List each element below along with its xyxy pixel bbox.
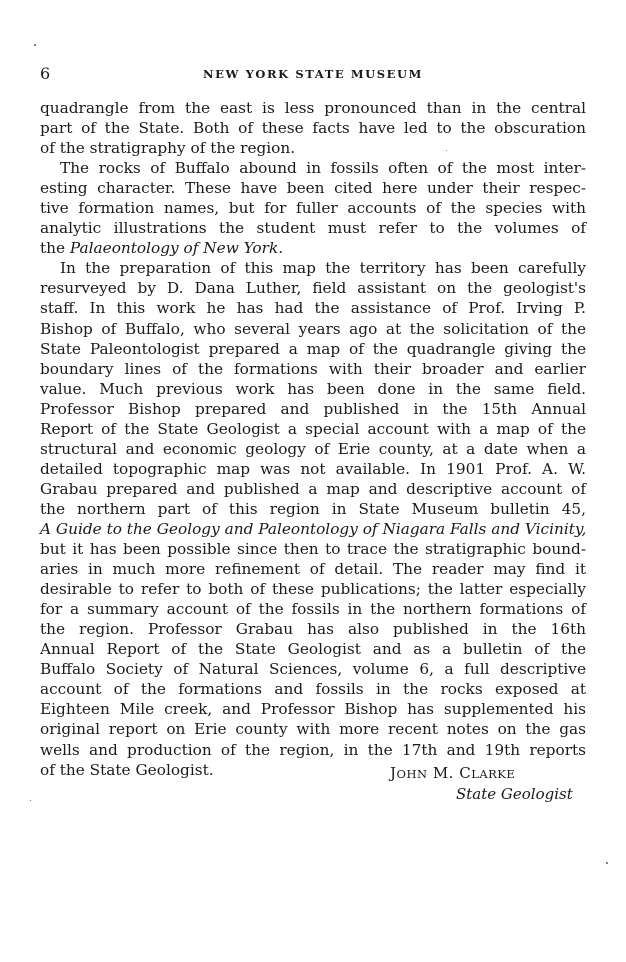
name-small-caps: LARKE <box>471 767 516 781</box>
text-line: boundary lines of the formations with their broader and earlier <box>40 359 586 378</box>
name-small-caps: OHN <box>396 767 428 781</box>
text-line: Annual Report of the State Geologist and as a bulletin of the <box>40 640 586 659</box>
text-line: Report of the State Geologist a special account with a map of the <box>40 419 586 438</box>
scan-speck <box>606 862 608 864</box>
text-line: resurveyed by D. Dana Luther, field assistant on the geologist's <box>40 279 586 298</box>
text-line: State Paleontologist prepared a map of the quadrangle giving the <box>40 339 586 358</box>
text-line: structural and economic geology of Erie county, at a date when a <box>40 439 586 458</box>
text-line: Bishop of Buffalo, who several years ago at the solicitation of the <box>40 319 586 338</box>
text-line <box>40 238 586 258</box>
publication-title-line: A Guide to the Geology and Paleontology of Niagara Falls and Vicinity, <box>40 519 587 538</box>
text-line: In the preparation of this map the territory has been carefully <box>60 259 586 278</box>
text-line: aries in much more refinement of detail. The reader may find it <box>40 560 586 579</box>
signature-name <box>380 763 586 784</box>
text-line: but it has been possible since then to trace the stratigraphic bound- <box>40 540 586 559</box>
text-line: The rocks of Buffalo abound in fossils often of the most inter- <box>60 159 586 178</box>
name-middle: M. C <box>427 764 472 782</box>
publication-title: Palaeontology of New York <box>69 239 279 258</box>
text-line: wells and production of the region, in the 17th and 19th reports <box>40 740 586 759</box>
text-line: quadrangle from the east is less pronounced than in the central <box>40 99 586 117</box>
text-line: of the stratigraphy of the region. <box>40 139 296 158</box>
scan-speck <box>30 800 31 801</box>
scan-speck <box>446 150 447 151</box>
page-number: 6 <box>40 64 51 83</box>
running-head: NEW YORK STATE MUSEUM <box>202 67 424 81</box>
text-line: tive formation names, but for fuller accounts of the species with <box>40 199 586 218</box>
name-initial: J <box>390 764 397 782</box>
scan-speck <box>34 44 36 46</box>
text-fragment: the <box>40 239 70 258</box>
paragraph <box>40 258 586 779</box>
text-line: original report on Erie county with more recent notes on the gas <box>40 720 586 739</box>
signature-title: State Geologist <box>456 785 573 803</box>
text-line: esting character. These have been cited here under their respec- <box>40 179 586 198</box>
paragraph <box>40 158 586 258</box>
text-fragment: . <box>278 239 284 258</box>
signature-block <box>380 763 586 805</box>
text-line: value. Much previous work has been done in the same field. <box>40 379 586 398</box>
body-text <box>40 98 586 780</box>
paragraph <box>40 98 586 158</box>
text-line: for a summary account of the fossils in the northern formations of <box>40 600 586 619</box>
text-line: Professor Bishop prepared and published in the 15th Annual <box>40 399 586 418</box>
text-line: part of the State. Both of these facts have led to the obscuration <box>40 119 586 138</box>
text-line: Buffalo Society of Natural Sciences, volume 6, a full descriptive <box>40 660 586 679</box>
text-line: staff. In this work he has had the assistance of Prof. Irving P. <box>40 299 586 318</box>
text-line: analytic illustrations the student must refer to the volumes of <box>40 219 586 238</box>
text-line: the northern part of this region in State Museum bulletin 45, <box>40 499 586 518</box>
text-line: Eighteen Mile creek, and Professor Bishop has supplemented his <box>40 700 586 719</box>
page-header <box>40 64 586 84</box>
text-line: the region. Professor Grabau has also published in the 16th <box>40 620 586 639</box>
text-line: account of the formations and fossils in the rocks exposed at <box>40 680 586 699</box>
text-line: detailed topographic map was not available. In 1901 Prof. A. W. <box>40 459 586 478</box>
text-line: Grabau prepared and published a map and descriptive account of <box>40 479 586 498</box>
text-line: desirable to refer to both of these publications; the latter especially <box>40 580 586 599</box>
text-line: of the State Geologist. <box>40 760 214 779</box>
